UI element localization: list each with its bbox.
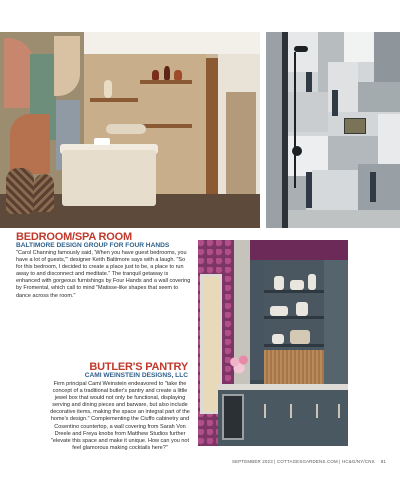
spa-room-photo: [0, 32, 260, 228]
butlers-pantry-title: BUTLER'S PANTRY: [89, 361, 188, 373]
page-footer: [232, 459, 386, 464]
spa-room-credit: BALTIMORE DESIGN GROUP FOR FOUR HANDS: [16, 242, 170, 249]
butlers-pantry-photo: [198, 240, 348, 446]
butlers-pantry-credit: CAMI WEINSTEIN DESIGNS, LLC: [84, 372, 188, 379]
spa-room-title: BEDROOM/SPA ROOM: [16, 231, 132, 243]
page-number: 81: [380, 459, 386, 464]
butlers-pantry-body-text: Firm principal Cami Weinstein endeavored to "take the concept of a traditional butler's pantry and create a little jewel box that would not only be functional, displaying serving and dining pieces and barware, but also include decorative items, making the space an integral part of the home's design." Complementing the Ciuffo cabinetry and Cosentino countertop, a wall covering from Sarah Von Dreele and Freya knobs from Matthew Studios further "elevate this space and make it unique. How can you not feel glamorous making cocktails here?": [50, 381, 190, 451]
footer-text: SEPTEMBER 2023 | COTTAGESGARDENS.COM | HC&G/NY/CNS: [231, 459, 375, 464]
shower-photo: [266, 32, 400, 228]
spa-room-body-text: "Carol Channing famously said, 'When you have guest bedrooms, you have a lot of guests,'" designer Keith Baltimore says with a laugh. "So for this bedroom, I decided to create a place just to be, a place to run away to and disconnect and meditate." The tranquil getaway is enhanced with gorgeous furnishings by Four Hands and a wall covering by Fromental, which call to mind "Matisse-like shapes that seem to dance across the room.": [16, 250, 191, 299]
